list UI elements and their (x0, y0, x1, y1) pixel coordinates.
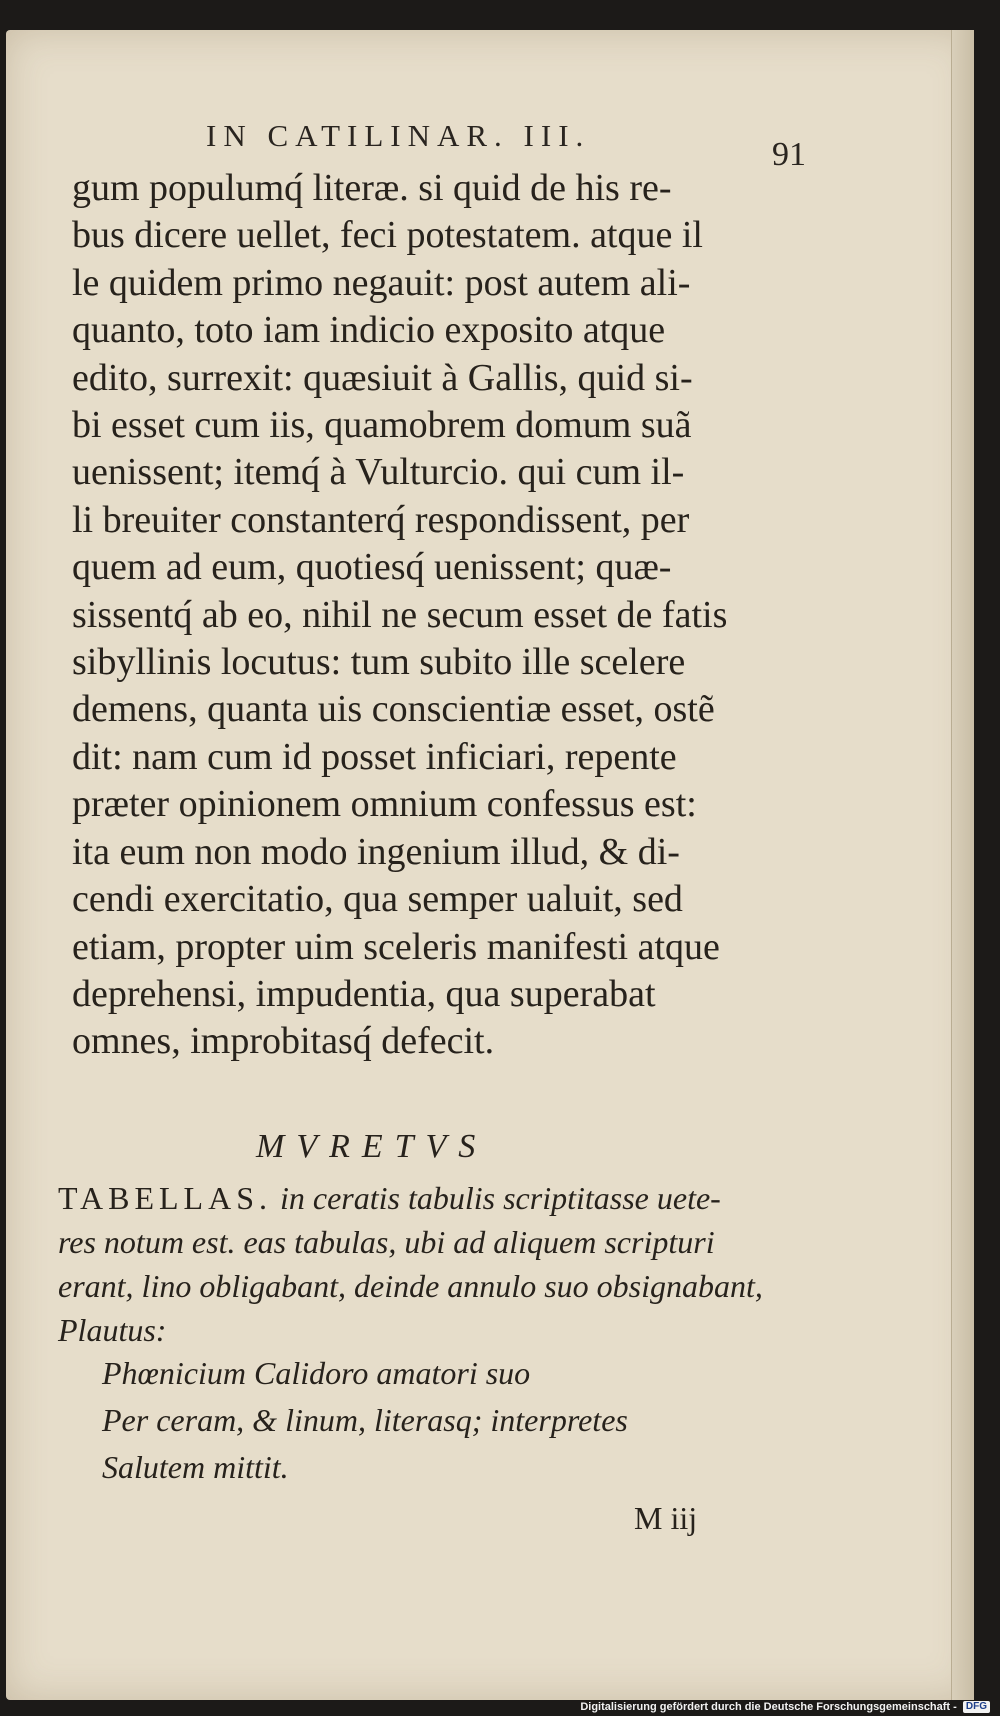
page-number: 91 (772, 136, 806, 173)
body-line: bi esset cum iis, quamobrem domum suã (72, 404, 692, 447)
commentary-line: res notum est. eas tabulas, ubi ad aliquem scripturi (58, 1224, 715, 1260)
body-line: dit: nam cum id posset inficiari, repente (72, 735, 677, 778)
running-head: IN CATILINAR. III. (206, 118, 591, 153)
dfg-logo: DFG (963, 1701, 990, 1713)
page-edge (951, 30, 974, 1700)
commentary-line (58, 1176, 858, 1220)
body-line: uenissent; itemq́ à Vulturcio. qui cum il- (72, 451, 685, 494)
body-line: demens, quanta uis conscientiæ esset, ostẽ (72, 688, 715, 731)
body-line: quanto, toto iam indicio exposito atque (72, 309, 666, 352)
commentary-lemma: TABELLAS. (58, 1180, 272, 1216)
commentary-text: in ceratis tabulis scriptitasse uete- (279, 1180, 721, 1216)
commentary (58, 1176, 858, 1352)
book-page (6, 30, 974, 1700)
body-line: bus dicere uellet, feci potestatem. atque il (72, 214, 703, 257)
quote-line: Per ceram, & linum, literasq; interpretes (102, 1402, 628, 1438)
footer-credit (580, 1701, 990, 1713)
commentary-line: erant, lino obligabant, deinde annulo suo obsignabant, (58, 1268, 763, 1304)
quote-line: Salutem mittit. (102, 1449, 289, 1485)
footer-credit-text: Digitalisierung gefördert durch die Deutsche Forschungsgemeinschaft - (580, 1701, 957, 1713)
body-line: quem ad eum, quotiesq́ uenissent; quæ- (72, 546, 672, 589)
body-line: præter opinionem omnium confessus est: (72, 783, 697, 826)
body-line: edito, surrexit: quæsiuit à Gallis, quid si- (72, 356, 693, 399)
quotation (102, 1350, 842, 1491)
commentary-line: Plautus: (58, 1312, 167, 1348)
body-line: ita eum non modo ingenium illud, & di- (72, 830, 680, 873)
body-line: sissentq́ ab eo, nihil ne secum esset de fatis (72, 593, 728, 636)
section-heading: MVRETVS (256, 1128, 488, 1165)
body-line: li breuiter constanterq́ respondissent, per (72, 498, 690, 541)
body-line: omnes, improbitasq́ defecit. (72, 1020, 495, 1063)
body-line: deprehensi, impudentia, qua superabat (72, 972, 656, 1015)
body-line: gum populumq́ literæ. si quid de his re- (72, 167, 672, 209)
body-text (72, 165, 858, 1066)
body-line: le quidem primo negauit: post autem ali- (72, 261, 691, 304)
body-line: cendi exercitatio, qua semper ualuit, sed (72, 878, 683, 921)
body-line: sibyllinis locutus: tum subito ille scelere (72, 641, 686, 684)
quote-line: Phœnicium Calidoro amatori suo (102, 1355, 531, 1391)
body-line: etiam, propter uim sceleris manifesti atque (72, 925, 720, 968)
signature-mark: M iij (634, 1500, 698, 1536)
